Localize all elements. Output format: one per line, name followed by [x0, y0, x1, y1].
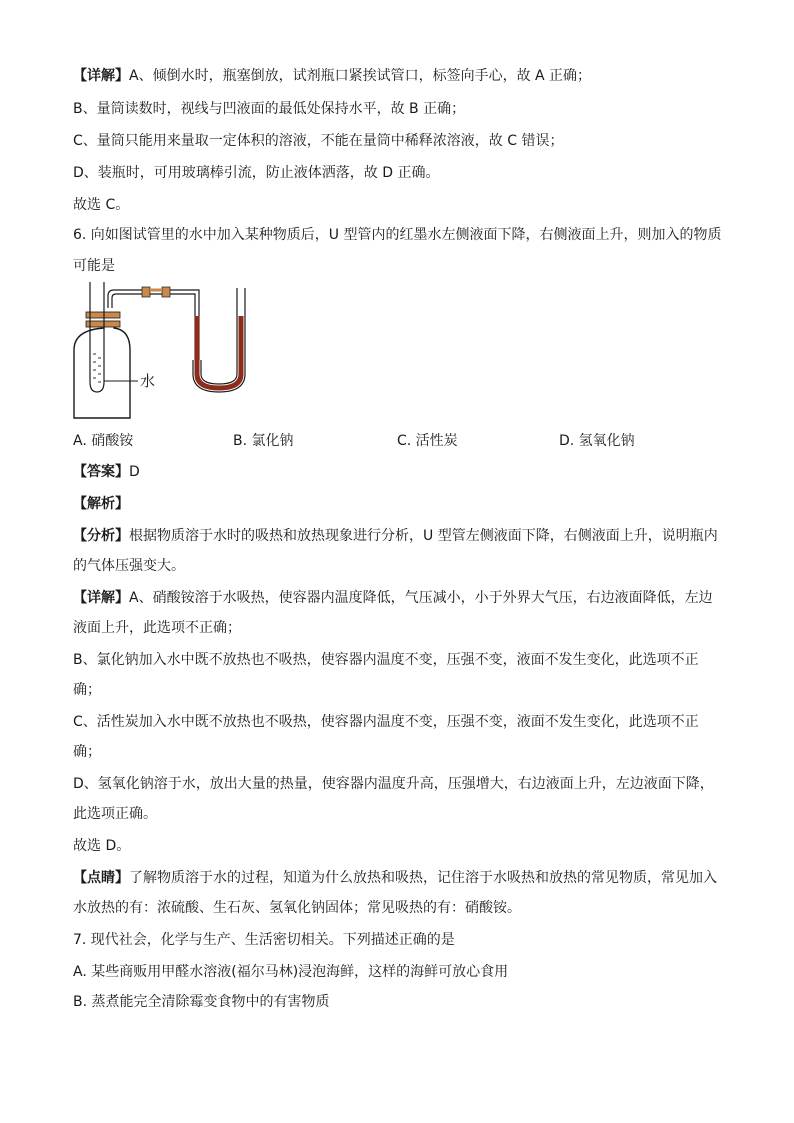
u-tube-inner	[201, 288, 237, 384]
water-in-tube	[93, 354, 101, 382]
q6-option-b[interactable]: B. 氯化钠	[233, 433, 294, 449]
q6-detail-d-line1: D、氢氧化钠溶于水，放出大量的热量，使容器内温度升高，压强增大，右边液面上升，左边液面下降，	[73, 776, 714, 792]
rubber-joint-left	[142, 287, 150, 297]
q5-detail-a: 【详解】A、倾倒水时，瓶塞倒放，试剂瓶口紧挨试管口，标签向手心，故 A 正确；	[73, 68, 592, 84]
q6-stem-line2: 可能是	[73, 258, 115, 274]
q6-analysis-tag: 【解析】	[73, 496, 129, 512]
flask-outline	[74, 322, 130, 418]
q6-stem-line1: 6. 向如图试管里的水中加入某种物质后，U 型管内的红墨水左侧液面下降，右侧液面上升，则加入的物质	[73, 227, 722, 243]
q6-detail-c-line2: 确；	[73, 744, 101, 760]
fenxi-tag: 【分析】	[73, 528, 129, 544]
rubber-joint-right	[162, 287, 170, 297]
q5-detail-b: B、量筒读数时，视线与凹液面的最低处保持水平，故 B 正确；	[73, 101, 466, 117]
q6-fenxi-line1: 【分析】根据物质溶于水时的吸热和放热现象进行分析，U 型管左侧液面下降，右侧液面上升，说明瓶内	[73, 528, 718, 544]
q6-dianjing-line1: 【点睛】了解物质溶于水的过程，知道为什么放热和吸热，记住溶于水吸热和放热的常见物质，常见加入	[73, 870, 717, 886]
q7-stem: 7. 现代社会，化学与生产、生活密切相关。下列描述正确的是	[73, 932, 455, 948]
q6-choice: 故选 D。	[73, 838, 131, 854]
stopper-top	[86, 312, 120, 318]
q6-dianjing-line2: 水放热的有：浓硫酸、生石灰、氢氧化钠固体；常见吸热的有：硝酸铵。	[73, 900, 521, 916]
glass-tube-inner	[112, 294, 195, 360]
red-ink	[197, 316, 241, 388]
apparatus-diagram	[68, 276, 258, 426]
q6-options	[73, 431, 753, 451]
apparatus-figure	[68, 276, 258, 426]
q6-answer: 【答案】D	[73, 464, 140, 480]
q5-detail-c: C、量筒只能用来量取一定体积的溶液，不能在量筒中稀释浓溶液，故 C 错误；	[73, 133, 564, 149]
test-tube	[90, 282, 104, 392]
q7-option-a[interactable]: A. 某些商贩用甲醛水溶液(福尔马林)浸泡海鲜，这样的海鲜可放心食用	[73, 964, 509, 980]
q5-choice: 故选 C。	[73, 197, 130, 213]
stopper-bottom	[86, 321, 120, 327]
water-label: 水	[140, 372, 156, 390]
answer-tag: 【答案】	[73, 464, 129, 480]
q6-detail-a-line2: 液面上升，此选项不正确；	[73, 620, 241, 636]
q7-option-b[interactable]: B. 蒸煮能完全清除霉变食物中的有害物质	[73, 994, 330, 1010]
q6-detail-c-line1: C、活性炭加入水中既不放热也不吸热，使容器内温度不变，压强不变，液面不发生变化，此选项不正	[73, 714, 699, 730]
q6-detail-b-line2: 确；	[73, 682, 101, 698]
dianjing-tag: 【点睛】	[73, 870, 129, 886]
detail-tag: 【详解】	[73, 590, 129, 606]
q5-detail-d: D、装瓶时，可用玻璃棒引流，防止液体洒落，故 D 正确。	[73, 165, 440, 181]
glass-tube-outer	[108, 290, 199, 360]
q6-fenxi-line2: 的气体压强变大。	[73, 558, 185, 574]
q6-detail-a-line1: 【详解】A、硝酸铵溶于水吸热，使容器内温度降低，气压减小，小于外界大气压，右边液面降低，左边	[73, 590, 713, 606]
q6-option-d[interactable]: D. 氢氧化钠	[559, 433, 635, 449]
detail-tag: 【详解】	[73, 68, 129, 84]
q6-option-c[interactable]: C. 活性炭	[397, 433, 458, 449]
q6-option-a[interactable]: A. 硝酸铵	[73, 433, 134, 449]
q6-detail-d-line2: 此选项正确。	[73, 806, 157, 822]
q6-detail-b-line1: B、氯化钠加入水中既不放热也不吸热，使容器内温度不变，压强不变，液面不发生变化，此选项不正	[73, 652, 699, 668]
